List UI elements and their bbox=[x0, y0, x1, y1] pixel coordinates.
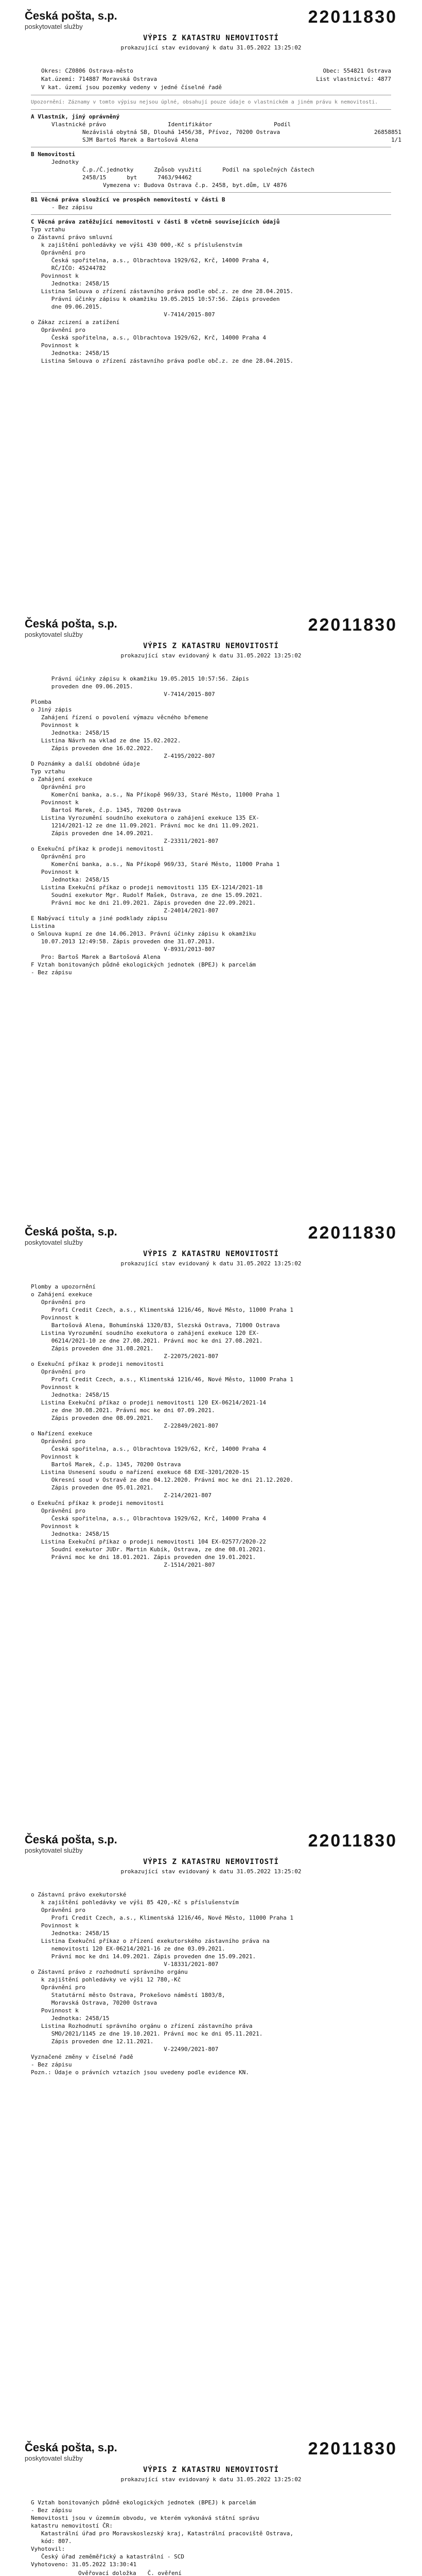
text-line: Oprávnění pro bbox=[31, 327, 85, 333]
text-line: Povinnost k bbox=[31, 799, 79, 806]
text-line: Česká spořitelna, a.s., Olbrachtova 1929/62, Krč, 14000 Praha 4 bbox=[31, 1446, 266, 1452]
text-line: Plomby a upozornění bbox=[31, 1283, 96, 1290]
text-line: Oprávnění pro bbox=[31, 784, 85, 790]
text-line: Listina Vyrozumění soudního exekutora o zahájení exekuce 135 EX- bbox=[31, 815, 259, 821]
text-line: Povinnost k bbox=[31, 869, 79, 875]
text-line: Oprávnění pro bbox=[31, 1507, 85, 1514]
document-subtitle: prokazující stav evidovaný k datu 31.05.2022 13:25:02 bbox=[120, 1260, 302, 1267]
ku-value: 714887 Moravská Ostrava bbox=[78, 76, 157, 82]
text-line: Listina Smlouva o zřízení zástavního práva podle obč.z. ze dne 28.04.2015. bbox=[31, 288, 293, 295]
text-line: kód: 807. bbox=[31, 2538, 72, 2545]
text-line: Listina bbox=[31, 923, 55, 929]
text-line: Listina Exekuční příkaz o zřízení exekutorského zástavního práva na bbox=[31, 1938, 270, 1944]
text-line: dne 09.06.2015. bbox=[31, 303, 103, 310]
text-line: F Vztah bonitovaných půdně ekologických jednotek (BPEJ) k parcelám bbox=[31, 961, 256, 968]
text-line: Zahájení řízení o povolení výmazu věcného břemene bbox=[31, 714, 208, 721]
text-line: Zápis proveden dne 16.02.2022. bbox=[31, 745, 154, 752]
text-line: Povinnost k bbox=[31, 1922, 79, 1929]
company-subtitle: poskytovatel služby bbox=[25, 1239, 83, 1246]
company-subtitle: poskytovatel služby bbox=[25, 2454, 83, 2462]
page-3 bbox=[0, 1216, 422, 1569]
text-line: Oprávnění pro bbox=[31, 1438, 85, 1445]
text-line: Typ vztahu bbox=[31, 768, 65, 775]
page-5 bbox=[0, 2432, 422, 2576]
text-line: Z-24014/2021-807 bbox=[31, 907, 219, 914]
text-line: o Zástavní právo z rozhodnutí správního orgánu bbox=[31, 1969, 188, 1975]
text-line: Český úřad zeměměřický a katastrální - SCD bbox=[31, 2553, 185, 2560]
text-line: Jednotka: 2458/15 bbox=[31, 280, 110, 287]
text-line: Povinnost k bbox=[31, 342, 79, 349]
text-line: o Zástavní právo smluvní bbox=[31, 234, 113, 241]
text-line: Česká spořitelna, a.s., Olbrachtova 1929/62, Krč, 14000 Praha 4 bbox=[31, 1515, 266, 1522]
text-line: Vyhotoveno: 31.05.2022 13:30:41 bbox=[31, 2561, 137, 2568]
text-line: V-8931/2013-807 bbox=[31, 946, 215, 953]
text-line: Okresní soud v Ostravě ze dne 04.12.2020. Právní moc ke dni 21.12.2020. bbox=[31, 1477, 293, 1483]
text-line: Listina Rozhodnutí správního orgánu o zřízení zástavního práva bbox=[31, 2023, 253, 2029]
text-line: Komerční banka, a.s., Na Příkopě 969/33, Staré Město, 11000 Praha 1 bbox=[31, 791, 280, 798]
document-title: VÝPIS Z KATASTRU NEMOVITOSTÍ bbox=[143, 1858, 279, 1866]
text-line: Z-4195/2022-807 bbox=[31, 753, 215, 759]
text-line: Povinnost k bbox=[31, 1453, 79, 1460]
text-line: Z-1514/2021-807 bbox=[31, 1562, 215, 1568]
text-line: Jednotka: 2458/15 bbox=[31, 1531, 110, 1537]
text-line: Česká spořitelna, a.s., Olbrachtova 1929/62, Krč, 14000 Praha 4 bbox=[31, 334, 266, 341]
section-a: A Vlastník, jiný oprávněný Vlastnické právo Identifikátor Podíl Nezávislá obytná SB, Dlouhá 1456/38, Přívoz, 70200 Ostrava 26858851 SJM Bartoš Marek a Bartošová Alena 1/1 bbox=[31, 113, 401, 143]
page-2-body bbox=[0, 675, 422, 976]
text-line: Profi Credit Czech, a.s., Klimentská 1216/46, Nové Město, 11000 Praha 1 bbox=[31, 1376, 293, 1383]
obec-value: 554821 Ostrava bbox=[343, 67, 391, 74]
text-line: Povinnost k bbox=[31, 722, 79, 728]
text-line: Komerční banka, a.s., Na Příkopě 969/33, Staré Město, 11000 Praha 1 bbox=[31, 861, 280, 868]
company-name: Česká pošta, s.p. bbox=[25, 1833, 117, 1846]
text-line: Typ vztahu bbox=[31, 226, 65, 233]
text-line: Listina Exekuční příkaz o prodeji nemovitosti 104 EX-02577/2020-22 bbox=[31, 1538, 266, 1545]
text-line: Zápis proveden dne 31.08.2021. bbox=[31, 1345, 154, 1352]
text-line: o Exekuční příkaz k prodeji nemovitosti bbox=[31, 845, 164, 852]
unit-row: Vymezena v: Budova Ostrava č.p. 2458, byt.dům, LV 4876 bbox=[103, 182, 287, 189]
verification-table bbox=[72, 2568, 188, 2576]
text-line: Katastrální úřad pro Moravskoslezský kraj, Katastrální pracoviště Ostrava, bbox=[31, 2530, 293, 2537]
text-line: ze dne 30.08.2021. Právní moc ke dni 07.09.2021. bbox=[31, 1407, 215, 1414]
page-1 bbox=[0, 0, 422, 365]
text-line: Listina Exekuční příkaz o prodeji nemovitosti 120 EX-06214/2021-14 bbox=[31, 1399, 266, 1406]
text-line: SMO/2021/1145 ze dne 19.10.2021. Právní moc ke dni 05.11.2021. bbox=[31, 2030, 263, 2037]
text-line: o Jiný zápis bbox=[31, 706, 72, 713]
text-line: Právní moc ke dni 14.09.2021. Zápis proveden dne 15.09.2021. bbox=[31, 1953, 256, 1960]
text-line: Z-23311/2021-807 bbox=[31, 838, 219, 844]
text-line: Profi Credit Czech, a.s., Klimentská 1216/46, Nové Město, 11000 Praha 1 bbox=[31, 1307, 293, 1313]
page-header bbox=[0, 2432, 422, 2499]
page-3-body bbox=[0, 1283, 422, 1569]
text-line: Jednotka: 2458/15 bbox=[31, 350, 110, 357]
document-number: 22011830 bbox=[308, 615, 397, 635]
text-line: 10.07.2013 12:49:58. Zápis proveden dne 31.07.2013. bbox=[31, 938, 215, 945]
text-line: Plomba bbox=[31, 699, 51, 705]
text-line: Listina Návrh na vklad ze dne 15.02.2022. bbox=[31, 737, 181, 744]
text-line: Jednotka: 2458/15 bbox=[31, 2015, 110, 2022]
lv-value: 4877 bbox=[377, 76, 391, 82]
text-line: Právní účinky zápisu k okamžiku 19.05.2015 10:57:56. Zápis bbox=[31, 675, 249, 682]
text-line: o Exekuční příkaz k prodeji nemovitosti bbox=[31, 1361, 164, 1367]
document-subtitle: prokazující stav evidovaný k datu 31.05.2022 13:25:02 bbox=[120, 44, 302, 51]
company-name: Česká pošta, s.p. bbox=[25, 2441, 117, 2454]
text-line: Právní moc ke dni 18.01.2021. Zápis proveden dne 19.01.2021. bbox=[31, 1554, 256, 1561]
text-line: o Zákaz zcizení a zatížení bbox=[31, 319, 120, 326]
text-line: Listina Smlouva o zřízení zástavního práva podle obč.z. ze dne 28.04.2015. bbox=[31, 358, 293, 364]
text-line: o Nařízení exekuce bbox=[31, 1430, 93, 1437]
okres-value: CZ0806 Ostrava-město bbox=[65, 67, 133, 74]
text-line: Česká spořitelna, a.s., Olbrachtova 1929/62, Krč, 14000 Praha 4, bbox=[31, 257, 270, 264]
document-subtitle: prokazující stav evidovaný k datu 31.05.2022 13:25:02 bbox=[120, 652, 302, 659]
owner-2: SJM Bartoš Marek a Bartošová Alena bbox=[82, 137, 199, 143]
text-line: Povinnost k bbox=[31, 273, 79, 279]
page-4 bbox=[0, 1824, 422, 2076]
intro-note: Upozornění: Záznamy v tomto výpisu nejsou úplné, obsahují pouze údaje o vlastnickém a jiném právu k nemovitosti. bbox=[31, 99, 378, 105]
document-title: VÝPIS Z KATASTRU NEMOVITOSTÍ bbox=[143, 1250, 279, 1258]
owner-1: Nezávislá obytná SB, Dlouhá 1456/38, Přívoz, 70200 Ostrava bbox=[82, 129, 280, 135]
text-line: Oprávnění pro bbox=[31, 249, 85, 256]
text-line: Z-22849/2021-807 bbox=[31, 1422, 219, 1429]
table-row: Ověřovací doložka Č. ověření bbox=[78, 2570, 182, 2576]
text-line: Pozn.: Údaje o právních vztazích jsou uvedeny podle evidence KN. bbox=[31, 2069, 249, 2076]
page-header bbox=[0, 1824, 422, 1891]
document-subtitle: prokazující stav evidovaný k datu 31.05.2022 13:25:02 bbox=[120, 1868, 302, 1875]
text-line: katastru nemovitostí ČR: bbox=[31, 2522, 113, 2529]
document-number: 22011830 bbox=[308, 2439, 397, 2459]
text-line: Listina Vyrozumění soudního exekutora o zahájení exekuce 120 EX- bbox=[31, 1330, 259, 1336]
text-line: Nemovitosti jsou v územním obvodu, ve kterém vykonává státní správu bbox=[31, 2515, 259, 2521]
text-line: Profi Credit Czech, a.s., Klimentská 1216/46, Nové Město, 11000 Praha 1 bbox=[31, 1914, 293, 1921]
text-line: Povinnost k bbox=[31, 2007, 79, 2014]
page-header bbox=[0, 1216, 422, 1283]
text-line: o Smlouva kupní ze dne 14.06.2013. Právní účinky zápisu k okamžiku bbox=[31, 930, 256, 937]
section-b1: B1 Věcná práva sloužící ve prospěch nemovitostí v části B - Bez zápisu bbox=[31, 196, 225, 211]
text-line: 06214/2021-10 ze dne 27.08.2021. Právní moc ke dni 27.08.2021. bbox=[31, 1337, 263, 1344]
text-line: Bartoš Marek, č.p. 1345, 70200 Ostrava bbox=[31, 1461, 181, 1468]
text-line: Povinnost k bbox=[31, 1523, 79, 1530]
text-line: Zápis proveden dne 05.01.2021. bbox=[31, 1484, 154, 1491]
document-number: 22011830 bbox=[308, 7, 397, 27]
text-line: Listina Exekuční příkaz o prodeji nemovitosti 135 EX-1214/2021-18 bbox=[31, 884, 263, 891]
text-line: V-7414/2015-807 bbox=[31, 691, 215, 698]
text-line: Bartoš Marek, č.p. 1345, 70200 Ostrava bbox=[31, 807, 181, 814]
text-line: Zápis proveden dne 08.09.2021. bbox=[31, 1415, 154, 1421]
text-line: G Vztah bonitovaných půdně ekologických jednotek (BPEJ) k parcelám bbox=[31, 2499, 256, 2506]
text-line: - Bez zápisu bbox=[31, 969, 72, 976]
text-line: Povinnost k bbox=[31, 1314, 79, 1321]
text-line: V-22490/2021-807 bbox=[31, 2046, 219, 2053]
text-line: Soudní exekutor JUDr. Martin Kubík, Ostrava, ze dne 08.01.2021. bbox=[31, 1546, 266, 1553]
company-subtitle: poskytovatel služby bbox=[25, 1846, 83, 1854]
unit-row: 2458/15 byt 7463/94462 bbox=[82, 174, 192, 181]
text-line: D Poznámky a další obdobné údaje bbox=[31, 760, 140, 767]
text-line: o Zahájení exekuce bbox=[31, 776, 93, 783]
page-header bbox=[0, 608, 422, 675]
text-line: Bartošová Alena, Bohumínská 1320/83, Slezská Ostrava, 71000 Ostrava bbox=[31, 1322, 280, 1329]
text-line: Vyhotovil: bbox=[31, 2546, 65, 2552]
page-header bbox=[0, 0, 422, 67]
unit-row: Č.p./Č.jednotky Způsob využití Podíl na společných částech bbox=[82, 166, 314, 173]
text-line: Moravská Ostrava, 70200 Ostrava bbox=[31, 1999, 157, 2006]
document-title: VÝPIS Z KATASTRU NEMOVITOSTÍ bbox=[143, 642, 279, 650]
document-title: VÝPIS Z KATASTRU NEMOVITOSTÍ bbox=[143, 2466, 279, 2474]
text-line: V-18331/2021-807 bbox=[31, 1961, 219, 1968]
text-line: Zápis proveden dne 12.11.2021. bbox=[31, 2038, 154, 2045]
text-line: Oprávnění pro bbox=[31, 1299, 85, 1306]
text-line: Vyznačené změny v číselné řadě bbox=[31, 2054, 133, 2060]
meta-note: V kat. území jsou pozemky vedeny v jedné číselné řadě bbox=[41, 84, 222, 91]
text-line: Oprávnění pro bbox=[31, 853, 85, 860]
text-line: Oprávnění pro bbox=[31, 1907, 85, 1913]
document-title: VÝPIS Z KATASTRU NEMOVITOSTÍ bbox=[143, 34, 279, 42]
text-line: Právní moc ke dni 21.09.2021. Zápis proveden dne 22.09.2021. bbox=[31, 900, 256, 906]
text-line: Listina Usnesení soudu o nařízení exekuce 68 EXE-3201/2020-15 bbox=[31, 1469, 249, 1476]
text-line: Oprávnění pro bbox=[31, 1984, 85, 1991]
text-line: Jednotka: 2458/15 bbox=[31, 730, 110, 736]
text-line: k zajištění pohledávky ve výši 85 420,-Kč s příslušenstvím bbox=[31, 1899, 239, 1906]
section-c: C Věcná práva zatěžující nemovitosti v části B včetně souvisejících údajů Typ vztahu o Zástavní právo smluvní k zajištění pohledávky ve výši 430 000,-Kč s příslušenstvím Oprávnění pro Česká spořitelna, a.s., Olbrachtova 1929/62, Krč, 14000 Praha 4, RČ/IČO: 45244782 Povinnost k Jednotka: 2458/15 Listina Smlouva o zřízení zástavního práva podle obč.z. ze dne 28.04.2015. Právní účinky zápisu k okamžiku 19.05.2015 10:57:56. Zápis proveden dne 09.06.2015. V-7414/2015-807 o Zákaz zcizení a zatížení Oprávnění pro Česká spořitelna, a.s., Olbrachtova 1929/62, Krč, 14000 Praha 4 Povinnost k Jednotka: 2458/15 Listina Smlouva o zřízení zástavního práva podle obč.z. ze dne 28.04.2015. bbox=[0, 218, 422, 365]
text-line: Z-22075/2021-807 bbox=[31, 1353, 219, 1360]
text-line: Z-214/2021-807 bbox=[31, 1492, 212, 1499]
text-line: o Zahájení exekuce bbox=[31, 1291, 93, 1298]
text-line: Oprávnění pro bbox=[31, 1368, 85, 1375]
text-line: - Bez zápisu bbox=[31, 2507, 72, 2514]
page-2 bbox=[0, 608, 422, 976]
text-line: RČ/IČO: 45244782 bbox=[31, 265, 106, 272]
text-line: Jednotka: 2458/15 bbox=[31, 1392, 110, 1398]
text-line: Soudní exekutor Mgr. Rudolf Mašek, Ostrava, ze dne 15.09.2021. bbox=[31, 892, 263, 899]
text-line: Statutární město Ostrava, Prokešovo náměstí 1803/8, bbox=[31, 1992, 225, 1998]
text-line: k zajištění pohledávky ve výši 430 000,-Kč s příslušenstvím bbox=[31, 242, 242, 248]
text-line: E Nabývací tituly a jiné podklady zápisu bbox=[31, 915, 167, 922]
text-line: Jednotka: 2458/15 bbox=[31, 1930, 110, 1937]
text-line: o Exekuční příkaz k prodeji nemovitosti bbox=[31, 1500, 164, 1506]
section-b: B Nemovitosti Jednotky Č.p./Č.jednotky Způsob využití Podíl na společných částech 2458/15 byt 7463/94462 Vymezena v: Budova Ostrava č.p. 2458, byt.dům, LV 4876 bbox=[0, 150, 422, 189]
text-line: Povinnost k bbox=[31, 1384, 79, 1391]
text-line: Pro: Bartoš Marek a Bartošová Alena bbox=[31, 954, 161, 960]
text-line: Právní účinky zápisu k okamžiku 19.05.2015 10:57:56. Zápis proveden bbox=[31, 296, 280, 302]
company-subtitle: poskytovatel služby bbox=[25, 631, 83, 638]
text-line: proveden dne 09.06.2015. bbox=[31, 683, 133, 690]
text-line: Zápis proveden dne 14.09.2021. bbox=[31, 830, 154, 837]
page-5-body bbox=[0, 2499, 422, 2568]
company-name: Česká pošta, s.p. bbox=[25, 9, 117, 22]
document-number: 22011830 bbox=[308, 1223, 397, 1243]
document-number: 22011830 bbox=[308, 1831, 397, 1851]
text-line: - Bez zápisu bbox=[31, 2061, 72, 2068]
page-4-body bbox=[0, 1891, 422, 2076]
company-name: Česká pošta, s.p. bbox=[25, 617, 117, 630]
text-line: V-7414/2015-807 bbox=[31, 311, 215, 318]
text-line: 1214/2021-12 ze dne 11.09.2021. Právní moc ke dni 11.09.2021. bbox=[31, 822, 259, 829]
text-line: o Zástavní právo exekutorské bbox=[31, 1891, 127, 1898]
text-line: nemovitosti 120 EX-06214/2021-16 ze dne 03.09.2021. bbox=[31, 1945, 225, 1952]
company-subtitle: poskytovatel služby bbox=[25, 23, 83, 30]
company-name: Česká pošta, s.p. bbox=[25, 1225, 117, 1238]
text-line: k zajištění pohledávky ve výši 12 780,-Kč bbox=[31, 1976, 181, 1983]
document-subtitle: prokazující stav evidovaný k datu 31.05.2022 13:25:02 bbox=[120, 2476, 302, 2483]
text-line: Jednotka: 2458/15 bbox=[31, 876, 110, 883]
meta-block: Okres: CZ0806 Ostrava-město Obec: 554821 Ostrava Kat.území: 714887 Moravská Ostrava List vlastnictví: 4877 V kat. území jsou pozemky vedeny v jedné číselné řadě bbox=[41, 67, 391, 91]
